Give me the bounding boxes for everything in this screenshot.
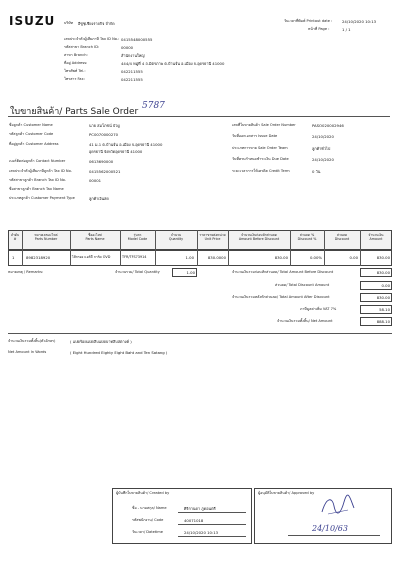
net-amount-value: 888.10 — [376, 319, 390, 324]
order-number-label: เลขที่ใบขายสินค้า Sale Order Number — [232, 123, 296, 127]
creator-date-label: วันเวลา/ Datetime — [132, 530, 164, 534]
col-header-part-name: ชื่ออะไหล่ Parts Name — [85, 233, 105, 242]
phone-value: 042211555 — [121, 69, 143, 74]
customer-address-line1: 41 ม.1 ต.บ้านจั่น อ.เมือง จ.อุดรธานี 41000 — [89, 142, 163, 147]
order-team-label: ประเภทการขาย Sale Order Team — [232, 146, 288, 150]
approver-signature — [318, 492, 358, 520]
address-label: ที่อยู่ Address: — [64, 61, 88, 65]
row-amount: 830.00 — [376, 255, 390, 260]
col-header-model: รุ่นรถ Model Code — [127, 233, 148, 242]
row-discount-pct: 0.00% — [309, 255, 322, 260]
doc-title-thai: ใบขายสินค้า/ — [10, 107, 63, 117]
contact-value: 0613690000 — [89, 159, 114, 164]
row-discount: 0.00 — [349, 255, 358, 260]
fax-label: โทรสาร Fax: — [64, 77, 85, 81]
summary-divider — [8, 333, 392, 334]
order-number-value: PASO020002946 — [312, 123, 344, 128]
remarks-label: หมายเหตุ / Remarks: — [8, 270, 44, 274]
payment-type-value: ลูกค้าเงินสด — [89, 196, 109, 201]
created-by-title: ผู้บันทึกใบขายสินค้า/ Created by — [116, 491, 170, 495]
vat-label: ภาษีมูลค่าเพิ่ม VAT 7% — [300, 307, 337, 311]
col-header-part-number: หมายเลขอะไหล่ Parts Number — [34, 233, 58, 242]
amount-words-th: ( แปดร้อยแปดสิบแปดบาทสิบสตางค์ ) — [70, 339, 132, 344]
total-qty-value: 1.00 — [186, 270, 195, 275]
branch-label: สาขา Branch: — [64, 53, 88, 57]
branch-name-label: ชื่อสาขาลูกค้า Branch Tax Name — [9, 187, 64, 191]
customer-tax-value: 0415562000521 — [89, 169, 121, 174]
row-unit-price: 830.0000 — [207, 255, 226, 260]
customer-address-label: ที่อยู่ลูกค้า Customer Address — [9, 142, 59, 146]
row-amount-before: 830.00 — [274, 255, 288, 260]
company-name: อีซูซุเชียงรายกิจ จำกัด — [78, 21, 115, 26]
customer-tax-label: เลขประจำตัวผู้เสียภาษีลูกค้า Tax ID No. — [9, 169, 72, 173]
customer-name-value: นาย สมโภชน์ บัวผู — [89, 123, 120, 128]
after-discount-value: 830.00 — [376, 295, 390, 300]
approver-line — [288, 535, 380, 536]
creator-date-value: 24/10/2020 10:13 — [184, 530, 219, 535]
branch-id-label: รหัสสาขา Branch ID: — [64, 45, 100, 49]
print-date-value: 24/10/2020 10:13 — [342, 19, 377, 24]
customer-name-label: ชื่อลูกค้า Customer Name — [9, 123, 53, 127]
customer-code-value: PC0070000270 — [89, 132, 119, 137]
branch-tax-value: 00001 — [89, 178, 102, 183]
col-header-index: ลำดับ # — [10, 233, 20, 242]
col-header-amount-before: จำนวนเงินก่อนหักส่วนลด Amount Before Discount — [238, 233, 280, 242]
branch-value: สำนักงานใหญ่ — [121, 53, 145, 58]
creator-name-line — [178, 512, 246, 513]
col-header-unit-price: ราคาขายต่อหน่วย Unit Price — [199, 233, 226, 242]
creator-code-label: รหัสพนักงาน/ Code — [132, 518, 164, 522]
address-value: 444/4 หมู่ที่ 4 ถ.มิตรภาพ ต.บ้านจั่น อ.เมือง จ.อุดรธานี 41000 — [121, 61, 225, 66]
customer-code-label: รหัสลูกค้า Customer Code — [9, 132, 54, 136]
branch-id-value: 00000 — [121, 45, 134, 50]
col-header-discount-pct: ส่วนลด % Discount % — [297, 233, 317, 242]
due-date-value: 24/10/2020 — [312, 157, 334, 162]
creator-date-line — [178, 536, 246, 537]
vat-value: 58.10 — [379, 307, 390, 312]
credit-term-value: 0 วัน — [312, 169, 321, 174]
tax-id-label: เลขประจำตัวผู้เสียภาษี Tax ID No.: — [64, 37, 120, 41]
approved-by-title: ผู้อนุมัติใบขายสินค้า/ Approved by — [258, 491, 315, 495]
row-quantity: 1.00 — [185, 255, 194, 260]
fax-value: 042211555 — [121, 77, 143, 82]
total-discount-label: ส่วนลด/ Total Discount Amount — [275, 283, 330, 287]
row-index: 1 — [12, 255, 15, 260]
due-date-label: วันที่ครบกำหนดชำระเงิน Due Date — [232, 157, 289, 161]
phone-label: โทรศัพท์ Tel.: — [64, 69, 86, 73]
net-amount-label: จำนวนเงินรวมทั้งสิ้น/ Net Amount — [277, 319, 333, 323]
row-model: TFR/TFS73914 — [122, 255, 147, 259]
creator-name-value: ศิริกานดา ภูดอนตรี — [184, 506, 216, 511]
order-team-value: ลูกค้าทั่วไป — [312, 146, 331, 151]
page-value: 1 / 1 — [342, 27, 351, 32]
total-before-label: จำนวนเงินรวมก่อนหักส่วนลด/ Total Amount Before Discount — [232, 270, 334, 274]
row-part-number: 8982318920 — [26, 255, 51, 260]
customer-address-line2: อุดรธานี จังหวัดอุดรธานี 41000 — [89, 149, 143, 154]
creator-code-line — [178, 524, 246, 525]
company-logo: ISUZU — [9, 14, 56, 28]
col-header-quantity: จำนวน Quantity — [168, 233, 184, 242]
row-part-name: ไส้กรอง แอร์ดี การ์ด OVD — [72, 255, 111, 259]
print-date-label: วันเวลาที่พิมพ์ Printout date : — [284, 19, 333, 23]
total-before-value: 830.00 — [376, 270, 390, 275]
handwritten-note: 5787 — [142, 101, 165, 111]
issue-date-label: วันที่ออกเอกสาร Issue Date — [232, 134, 278, 138]
branch-tax-label: รหัสสาขาลูกค้า Branch Tax ID No. — [9, 178, 66, 182]
col-header-discount: ส่วนลด Discount — [334, 233, 350, 242]
doc-title-english: Parts Sale Order — [65, 107, 139, 117]
tax-id-value: 0415548000555 — [121, 37, 153, 42]
company-label: บริษัท — [64, 21, 73, 25]
after-discount-label: จำนวนเงินรวมหลังหักส่วนลด/ Total Amount After Discount — [232, 295, 330, 299]
creator-code-value: 40071018 — [184, 518, 204, 523]
col-header-amount: จำนวนเงิน Amount — [368, 233, 384, 242]
payment-type-label: ประเภทลูกค้า Customer Payment Type — [9, 196, 75, 200]
approver-date-handwritten: 24/10/63 — [312, 524, 348, 533]
creator-name-label: ชื่อ - นามสกุล/ Name — [132, 506, 167, 510]
amount-words-en-label: Net Amount In Words — [8, 350, 47, 354]
issue-date-value: 24/10/2020 — [312, 134, 334, 139]
credit-term-label: ระยะเวลาการให้เครดิต Credit Term — [232, 169, 290, 173]
contact-label: เบอร์ติดต่อลูกค้า Contact Number — [9, 159, 66, 163]
amount-words-en: ( Eight Hundred Eighty Eight Baht and Ten Satang ) — [70, 350, 168, 355]
total-qty-label: จำนวนรวม/ Total Quantity — [115, 270, 160, 274]
page-label: หน้าที่ Page : — [308, 27, 330, 31]
total-discount-value: 0.00 — [381, 283, 390, 288]
title-divider — [8, 116, 390, 117]
amount-words-th-label: จำนวนเงินรวมทั้งสิ้น(ตัวอักษร) — [8, 339, 56, 343]
